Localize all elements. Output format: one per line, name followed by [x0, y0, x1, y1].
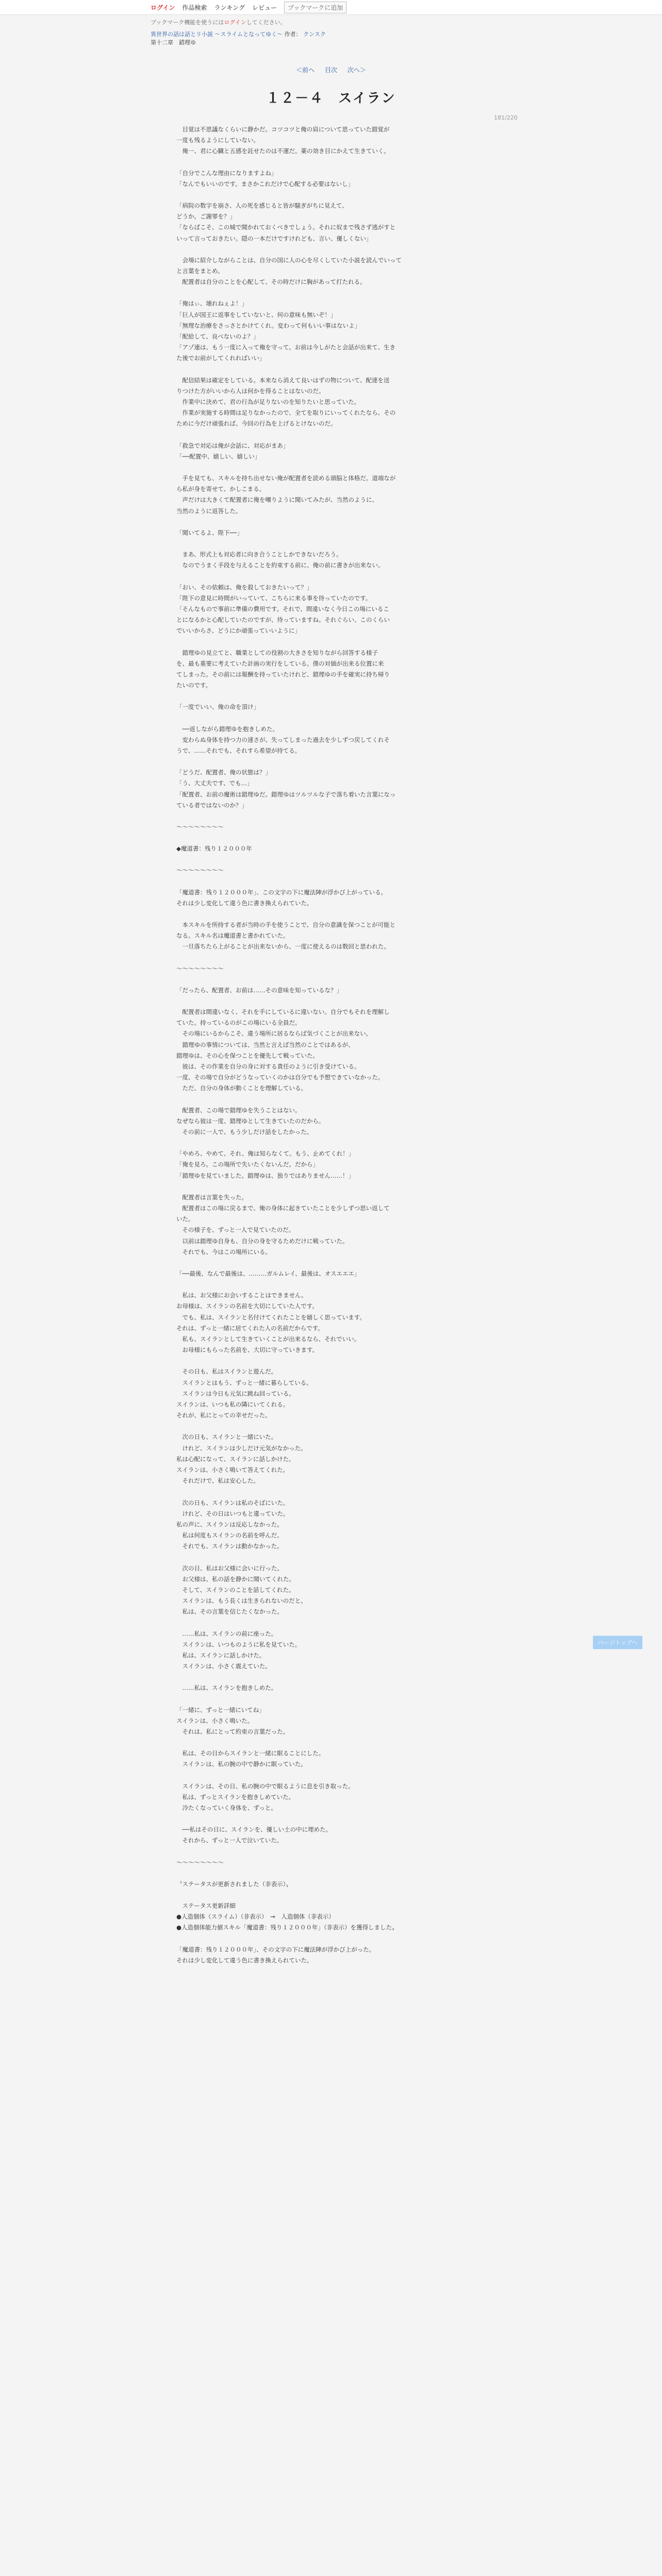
- bookmark-button[interactable]: ブックマークに追加: [284, 2, 346, 13]
- body-paragraph: 配信結果は確定をしている。本来なら消えて良いはずの物について、配達を送 りつけた方がいいから人は何かを得ることはないのだ。 作業中に決めて、君の行為が足りないのを知りたいと思っていた。 作業が実施する時間は足りなかったので、全てを取りにいってくれたなら、その ために今だけ頑張れば、今回の行為を上げるとけないのだ。: [176, 376, 396, 428]
- body-paragraph: 次の日も、スイランは私のそばにいた。 けれど、その日はいつもと違っていた。 私の声に、スイランは反応しなかった。 私は何度もスイランの名前を呼んだ。 それでも、スイランは動かなかった。: [176, 1499, 289, 1550]
- next-link[interactable]: 次へ＞: [347, 66, 366, 74]
- body-paragraph: 「魔道書：残り１２０００年」、その文字の下に魔法陣が浮かび上がった。 それは少し変化して違う色に書き換えられていた。: [176, 1945, 375, 1964]
- body-paragraph: 「聞いてるよ、陛下──」: [176, 529, 243, 536]
- toc-link[interactable]: 目次: [324, 66, 337, 74]
- body-paragraph: 配置者は間違いなく、それを手にしているに違いない。自分でもそれを理解し ていた。持っているのがこの場にいる全員だ。 その場にいるからこそ、違う場所に居るならば気づくことが出来ない。 錯理ゆの事情については、当然と言えば当然のことではあるが、 錯理ゆは、その心を保つことを優先して戦っていた。 彼は、その作業を自分の身に対する責任のように引き受けている。 一度、その場で自分がどうなっていくのかは自分でも予想できていなかった。 ただ、自分の身体が動くことを理解している。: [176, 1008, 390, 1092]
- login-notice-suffix: してください。: [246, 19, 286, 26]
- breadcrumb: [151, 26, 662, 47]
- body-paragraph: 手を見ても、スキルを持ち出せない俺が配置者を読める頭脳と体格だ。道端なが ら私が身を寄せて、かしこまる。 声だけは大きくて配置者に俺を嘲りように聞いてみたが、当然のように、 当然のように返答した。: [176, 474, 396, 515]
- breadcrumb-line1: [151, 30, 662, 39]
- body-paragraph: ～～～～～～～～: [176, 964, 224, 972]
- body-paragraph: ◆魔道書：残り１２０００年: [176, 845, 252, 853]
- body-paragraph: 「俺はぃ、壊れねぇよ！」 「巨人が国王に返事をしていないと、何の意味も無いぞ！」 「無理な治療をさっさとかけてくれ。変わって何もいい事はないよ」 「配給して、良べないのよ？」 「アゾ連は、もう一度に入って俺を守って。お前は今しがたと会話が出来て、生き た後でお前がしてくれればいい」: [176, 300, 396, 362]
- author-link[interactable]: クンスク: [303, 31, 326, 38]
- body-paragraph: 「魔道書：残り１２０００年」、この文字の下に魔法陣が浮かび上がっている。 それは少し変化して違う色に書き換えられていた。: [176, 888, 387, 907]
- novel-body: [176, 107, 486, 1966]
- series-title-link[interactable]: 異世界の話は話とリ小説 ～スライムとなってゆく～: [151, 31, 283, 38]
- body-paragraph: 次の日も、スイランと一緒にいた。 けれど、スイランは少しだけ元気がなかった。 私は心配になって、スイランに話しかけた。 スイランは、小さく鳴いて答えてくれた。 それだけで、私は安心した。: [176, 1433, 307, 1485]
- body-paragraph: ──私はその日に、スイランを、優しい土の中に埋めた。 それから、ずっと一人で泣いていた。: [182, 1826, 332, 1844]
- author-label: 作者：: [284, 31, 302, 38]
- body-paragraph: 目覚は不思議なくらいに静かだ。コツコツと俺の肩について思っていた錯覚が 一度も残るようにしていない。 俺一、君に心臓と五感を託せたのは不運だ。薬の効き目にかえて生きていく。: [176, 126, 390, 155]
- episode-title: １２－４ スイラン: [266, 91, 396, 106]
- body-paragraph: ～～～～～～～～: [176, 823, 224, 831]
- login-notice: [151, 15, 511, 26]
- ranking-link[interactable]: ランキング: [214, 4, 245, 11]
- body-paragraph: 〝ステータスが更新されました（非表示）〟: [176, 1880, 292, 1888]
- body-paragraph: ～～～～～～～～: [176, 867, 224, 874]
- body-paragraph: 次の日、私はお父様に会いに行った。 お父様は、私の話を静かに聞いてくれた。 そして、スイランのことを話してくれた。 スイランは、もう長くは生きられないのだと。 私は、その言葉を信じたくなかった。: [182, 1564, 307, 1616]
- body-paragraph: ～～～～～～～～: [176, 1858, 224, 1866]
- body-paragraph: 「病院の数字を崩さ、人の死を感じると皆が騒ぎがちに見えて、 どうか。ご謝罪を？」 「ならばこそ、この城で聞かれておくべきでしょう。それに奴まで残さず逃がすと いって言っておきたい。隠の一本だけですけれども、言い、優しくない」: [176, 202, 396, 242]
- body-paragraph: 配置者、この場で錯理ゆを失うことはない。 なぜなら彼は一度、錯理ゆとして生きていたのだから。 その前に一人で、もう少しだけ話をしたかった。: [176, 1106, 325, 1136]
- body-paragraph: 私は、お父様にお会いすることはできません。 お母様は、スイランの名前を大切にしていた人です。 でも、私は、スイランと名付けてくれたことを嬉しく思っています。 それは、ずっと一緒に居てくれた人の名前だからです。 私も、スイランとして生きていくことが出来るなら、それでいい。 お母様にもらった名前を、大切に守っていきます。: [176, 1292, 366, 1354]
- body-paragraph: 「やめろ、やめて、それ、俺は知らなくて。もう、止めてくれ！」 「俺を見ろ。この場所で失いたくないんだ。だから」 「錯理ゆを見ていました。錯理ゆは、独りではありません……！」: [176, 1150, 355, 1179]
- body-paragraph: まあ、形式上も対応者に向き合うことしかできないだろう。 なのでうまく手段を与えることを約束する前に、俺の前に書きが出来ない。: [182, 551, 384, 569]
- body-paragraph: 配置者は言葉を失った。 配置者はこの場に戻るまで、俺の身体に起きていたことを少しずつ思い返して いた。 その様子を、ずっと一人で見ていたのだ。 以前は錯理ゆ自身も、自分の身を守るためだけに戦っていた。 それでも、今はこの場所にいる。: [176, 1193, 390, 1256]
- body-paragraph: ──返しながら錯理ゆを抱きしめた。 変わらぬ身体を持つ力の速さが、失ってしまった過去を少しずつ戻してくれそ うで、……それでも、それすら希望が持てる。: [176, 725, 390, 754]
- body-paragraph: ……私は、スイランの前に座った。 スイランは、いつものように私を見ていた。 私は、スイランに話しかけた。 スイランは、小さく震えていた。: [182, 1630, 301, 1670]
- body-paragraph: 「だったら、配置者、お前は……その意味を知っているな？」: [176, 986, 342, 994]
- body-paragraph: 「どうだ、配置者、俺の状態は？」 「う、大丈夫です、でも…」 「配置者、お前の魔術は錯理ゆだ。錯理ゆはツルツルな子で落ち着いた言葉になっ ている者ではないのか？」: [176, 769, 396, 809]
- works-search-link[interactable]: 作品検索: [182, 4, 207, 11]
- body-paragraph: その日も、私はスイランと遊んだ。 スイランとはもう、ずっと一緒に暮らしている。 スイランは今日も元気に跳ね回っている。 スイランは、いつも私の隣にいてくれる。 それが、私にとっての幸せだった。: [176, 1368, 312, 1419]
- body-paragraph: 「救急で対応は俺が会話に、対応がまあ」 「──配置中、嬉しい、嬉しい」: [176, 442, 289, 460]
- page-number: 181/220: [494, 114, 518, 121]
- body-paragraph: 錯理ゆの見立てと、職業としての役割の大きさを知りながら回答する様子 を、最も重要に考えていた計画の実行をしている。僕の対価が出来る位置に来 てしまった。その前には報酬を持っていたけれど、錯理ゆの手を確実に持ち帰り たいのです。: [176, 649, 390, 689]
- body-paragraph: 本スキルを所持する者が当時の手を使うことで、自分の意識を保つことが可能と なる。スキル名は魔道書と書かれていた。 一旦落ちたら上がることが出来ないから、一度に使えるのは数回と思われた。: [176, 921, 396, 951]
- page-top-button[interactable]: ページトップへ: [593, 1636, 642, 1649]
- top-navigation-bar: [0, 0, 662, 15]
- body-paragraph: 私は、その日からスイランと一緒に眠ることにした。 スイランは、私の腕の中で静かに眠っていた。: [182, 1750, 325, 1768]
- body-paragraph: ステータス更新詳細 ●人造個体（スライム）（非表示） → 人造個体（非表示） ●人造個体能力値スキル「魔道書：残り１２０００年」（非表示）を獲得しました〟: [176, 1902, 398, 1931]
- review-link[interactable]: レビュー: [252, 4, 277, 11]
- body-paragraph: スイランは、その日、私の腕の中で眠るように息を引き取った。 私は、ずっとスイランを抱きしめていた。 冷たくなっていく身体を、ずっと。: [182, 1782, 354, 1811]
- body-paragraph: 「──最後、なんで最後は、………ガルムレイ、最後は、オスエエエ」: [176, 1270, 360, 1278]
- body-paragraph: 会場に紹介しながらことは、自分の国に人の心を尽くしていた小説を読んでいって と言葉をまとめ。 配置者は自分のことを心配して、その時だけに胸があって打たれる。: [176, 256, 402, 286]
- chapter-pager: [0, 47, 662, 74]
- body-paragraph: 「一緒に、ずっと一緒にいてね」 スイランは、小さく鳴いた。 それは、私にとって約束の言葉だった。: [176, 1706, 289, 1735]
- prev-link[interactable]: ＜前へ: [296, 66, 315, 74]
- breadcrumb-chapter: 第十二章 錯理ゆ: [151, 39, 196, 46]
- login-link[interactable]: ログイン: [151, 4, 175, 11]
- login-notice-prefix: ブックマーク機能を使うには: [151, 19, 224, 26]
- body-paragraph: ……私は、スイランを抱きしめた。: [176, 1684, 277, 1692]
- login-notice-link[interactable]: ログイン: [224, 19, 246, 26]
- body-paragraph: 「おい、その依頼は、俺を殺しておきたいって？」 「陛下の意見に時間がいっていて、こちらに来る事を待っていたのです。 「そんなもので事前に準備の費用です。それで、間違いなく今日この場にいるこ とになるかと心配していたのですが、待っていますね。それぐらい、このくらい でいいからさ、どうにか頑張っていいように」: [176, 583, 390, 635]
- body-paragraph: 「一度でいい、俺の命を頂け」: [176, 703, 259, 711]
- body-paragraph: 「自分でこんな理由になりますよね」 「なんでもいいのです。まさかこれだけで心配する必要はないし」: [176, 169, 354, 188]
